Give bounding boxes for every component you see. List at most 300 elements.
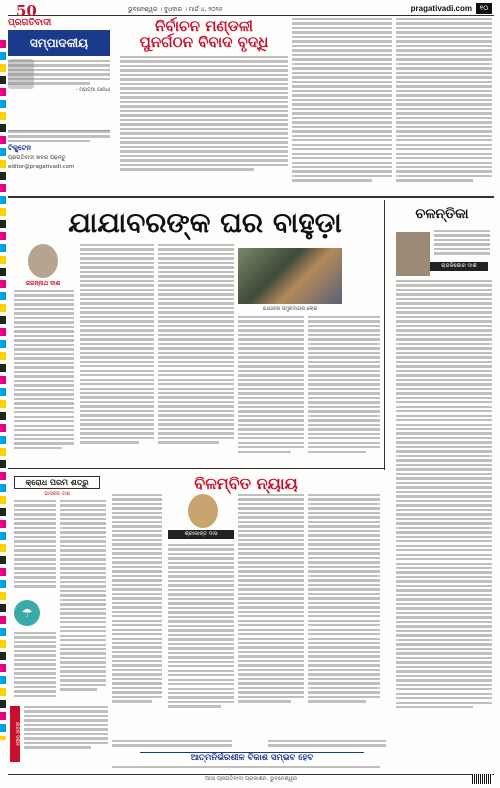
text-line (112, 584, 162, 586)
text-line (308, 646, 380, 648)
text-line (292, 148, 392, 150)
text-line (168, 598, 234, 600)
text-line (396, 580, 492, 582)
text-line (396, 401, 492, 403)
text-line (268, 740, 386, 742)
text-line (308, 410, 380, 412)
text-line (14, 540, 56, 542)
text-line (60, 545, 106, 547)
text-line (292, 63, 392, 65)
text-line (396, 697, 492, 699)
text-line (308, 329, 380, 331)
text-line (14, 402, 74, 404)
text-line (60, 608, 106, 610)
text-line (80, 298, 154, 300)
text-line (238, 388, 304, 390)
text-line (14, 690, 56, 692)
text-line (396, 311, 492, 313)
text-line (238, 338, 304, 340)
text-line (80, 307, 154, 309)
text-line (14, 344, 74, 346)
text-line (168, 665, 234, 667)
editorial-masthead (8, 18, 110, 128)
text-line (24, 706, 108, 708)
text-line (238, 316, 304, 318)
bottom-body-right (268, 740, 386, 749)
text-line (112, 588, 162, 590)
text-line (308, 534, 380, 536)
text-line (396, 302, 492, 304)
text-line (308, 498, 380, 500)
text-line (80, 432, 154, 434)
text-line (308, 687, 380, 689)
text-line (396, 702, 492, 704)
text-line (396, 455, 492, 457)
text-line (14, 290, 74, 292)
text-line (238, 633, 304, 635)
text-line (238, 646, 304, 648)
text-line (238, 356, 304, 358)
dj-body-col1 (112, 494, 162, 705)
text-line (268, 744, 386, 746)
text-line (60, 558, 106, 560)
text-line (292, 157, 392, 159)
text-line (158, 383, 234, 385)
text-line (14, 398, 74, 400)
text-line (396, 450, 492, 452)
text-line (396, 536, 492, 538)
text-line (80, 365, 154, 367)
text-line (238, 503, 304, 505)
text-line (396, 347, 492, 349)
text-line (14, 572, 56, 574)
text-line (396, 670, 492, 672)
text-line (14, 545, 56, 547)
text-line (158, 343, 234, 345)
email-address[interactable]: editor@pragativadi.com (8, 164, 75, 171)
lower-left-body-4 (24, 706, 108, 751)
text-line (292, 144, 392, 146)
text-line (112, 552, 162, 554)
text-line (238, 347, 304, 349)
text-line (158, 334, 234, 336)
text-line (14, 420, 74, 422)
text-line (396, 616, 492, 618)
text-line (158, 388, 234, 390)
text-line (158, 352, 234, 354)
text-line (238, 516, 304, 518)
text-line (292, 67, 392, 69)
text-line (14, 371, 74, 373)
text-line (112, 651, 162, 653)
text-line (396, 392, 492, 394)
text-line (396, 85, 492, 87)
text-line (238, 593, 304, 595)
text-line (112, 669, 162, 671)
text-line (80, 347, 154, 349)
text-line (308, 696, 380, 698)
text-line (434, 234, 490, 236)
text-line (308, 352, 380, 354)
main-body-col2 (158, 244, 234, 446)
text-line (60, 518, 106, 520)
text-line (14, 695, 56, 697)
text-line (396, 334, 492, 336)
bottom-body-2 (112, 766, 380, 770)
text-line (238, 361, 304, 363)
text-line (292, 81, 392, 83)
text-line (292, 175, 392, 177)
text-line (396, 675, 492, 677)
main-photo (238, 248, 342, 304)
footer: ଆସୀ ପ୍ରଗତିବାଦୀ ପ୍ରକାଶନ, ଭୁବନେଶ୍ୱର (8, 774, 494, 784)
text-line (158, 356, 234, 358)
section-divider-2 (8, 468, 384, 469)
text-line (80, 311, 154, 313)
text-line (396, 630, 492, 632)
text-line (158, 374, 234, 376)
lower-left-body-3 (14, 632, 56, 699)
text-line (112, 557, 162, 559)
text-line (292, 179, 372, 181)
text-line (8, 60, 110, 62)
quote-attribution: - ମହାତ୍ମା ଗାନ୍ଧୀ (75, 86, 110, 93)
text-line (396, 320, 492, 322)
text-line (308, 406, 380, 408)
editorial-headline (120, 18, 288, 50)
text-line (14, 527, 56, 529)
text-line (60, 630, 106, 632)
text-line (14, 339, 74, 341)
text-line (158, 298, 234, 300)
text-line (60, 585, 106, 587)
text-line (112, 566, 162, 568)
text-line (238, 620, 304, 622)
text-line (308, 424, 380, 426)
text-line (14, 303, 74, 305)
text-line (120, 83, 288, 85)
text-line (396, 603, 492, 605)
text-line (396, 527, 492, 529)
text-line (112, 744, 232, 746)
dj-body-col2 (168, 544, 234, 710)
site-link[interactable]: pragativadi.com (410, 4, 472, 13)
text-line (238, 507, 304, 509)
text-line (60, 688, 97, 690)
text-line (80, 329, 154, 331)
text-line (112, 494, 162, 496)
text-line (120, 128, 288, 130)
text-line (168, 629, 234, 631)
chalantika-intro (434, 230, 490, 257)
text-line (396, 148, 492, 150)
text-line (60, 567, 106, 569)
avatar (28, 244, 58, 278)
text-line (292, 162, 392, 164)
text-line (308, 338, 380, 340)
text-line (396, 540, 492, 542)
text-line (60, 513, 106, 515)
text-line (396, 112, 492, 114)
text-line (168, 679, 234, 681)
text-line (168, 688, 234, 690)
text-line (238, 691, 304, 693)
text-line (24, 746, 91, 748)
text-line (308, 347, 380, 349)
text-line (434, 243, 490, 245)
text-line (238, 446, 304, 448)
text-line (238, 320, 304, 322)
text-line (168, 566, 234, 568)
text-line (308, 325, 380, 327)
text-line (292, 135, 392, 137)
text-line (238, 588, 304, 590)
text-line (112, 593, 162, 595)
text-line (120, 105, 288, 107)
barcode (472, 774, 492, 784)
text-line (396, 410, 492, 412)
text-line (308, 361, 380, 363)
text-line (14, 668, 56, 670)
text-line (396, 293, 492, 295)
text-line (158, 307, 234, 309)
text-line (60, 509, 106, 511)
text-line (308, 552, 380, 554)
text-line (238, 642, 304, 644)
text-line (112, 602, 162, 604)
text-line (238, 352, 304, 354)
text-line (396, 643, 492, 645)
text-line (14, 518, 56, 520)
text-line (238, 629, 304, 631)
text-line (308, 446, 380, 448)
text-line (80, 374, 154, 376)
chalantika-headline: ଚଳନ୍ତିକା (415, 206, 469, 222)
editorial-body (120, 56, 288, 173)
text-line (112, 606, 162, 608)
text-line (120, 69, 288, 71)
text-line (396, 72, 492, 74)
text-line (168, 674, 234, 676)
text-line (292, 166, 392, 168)
text-line (158, 266, 234, 268)
text-line (120, 114, 288, 116)
text-line (396, 679, 492, 681)
text-line (80, 388, 154, 390)
text-line (308, 374, 380, 376)
text-line (112, 660, 162, 662)
text-line (396, 139, 492, 141)
text-line (14, 581, 56, 583)
text-line (308, 620, 380, 622)
text-line (396, 406, 492, 408)
text-line (14, 416, 74, 418)
text-line (308, 673, 380, 675)
text-line (120, 164, 288, 166)
text-line (80, 405, 154, 407)
text-line (396, 365, 492, 367)
text-line (80, 392, 154, 394)
text-line (396, 175, 492, 177)
text-line (158, 428, 234, 430)
text-line (112, 646, 162, 648)
text-line (292, 108, 392, 110)
text-line (396, 598, 492, 600)
text-line (308, 343, 380, 345)
text-line (292, 49, 392, 51)
text-line (308, 682, 380, 684)
text-line (14, 641, 56, 643)
text-line (238, 530, 304, 532)
text-line (80, 428, 154, 430)
text-line (238, 383, 304, 385)
registration-marks (0, 40, 6, 740)
text-line (238, 365, 304, 367)
text-line (112, 682, 162, 684)
text-line (168, 589, 234, 591)
text-line (168, 625, 234, 627)
text-line (292, 121, 392, 123)
text-line (168, 557, 234, 559)
text-line (60, 549, 106, 551)
text-line (292, 45, 392, 47)
text-line (60, 594, 106, 596)
text-line (396, 45, 492, 47)
text-line (112, 687, 162, 689)
text-line (396, 612, 492, 614)
text-line (292, 103, 392, 105)
main-body-col4 (308, 316, 380, 455)
text-line (112, 678, 162, 680)
text-line (308, 655, 380, 657)
text-line (158, 405, 234, 407)
main-author (12, 244, 74, 288)
text-line (396, 625, 492, 627)
text-line (238, 397, 304, 399)
text-line (168, 634, 234, 636)
text-line (158, 271, 234, 273)
text-line (14, 500, 56, 502)
text-line (396, 144, 492, 146)
text-line (238, 678, 304, 680)
text-line (14, 357, 74, 359)
text-line (396, 666, 492, 668)
text-line (112, 548, 162, 550)
text-line (112, 700, 152, 702)
text-line (14, 380, 74, 382)
text-line (396, 49, 492, 51)
text-line (396, 446, 492, 448)
text-line (112, 534, 162, 536)
text-line (14, 294, 74, 296)
subscription-label: ଟିକ୍ସ୍ଟେନ (8, 144, 32, 153)
dj-body-col4 (308, 494, 380, 705)
text-line (396, 495, 492, 497)
text-line (308, 561, 380, 563)
text-line (396, 607, 492, 609)
text-line (8, 69, 110, 71)
main-headline: ଯାଯାବରଙ୍କ ଘର ବାହୁଡ଼ା (68, 206, 342, 239)
text-line (168, 607, 234, 609)
text-line (396, 289, 492, 291)
text-line (80, 275, 154, 277)
text-line (396, 325, 492, 327)
text-line (396, 482, 492, 484)
text-line (8, 64, 110, 66)
text-line (120, 87, 288, 89)
text-line (292, 130, 392, 132)
text-line (60, 635, 106, 637)
text-line (14, 375, 74, 377)
text-line (238, 655, 304, 657)
text-line (112, 543, 162, 545)
text-line (308, 516, 380, 518)
text-line (308, 356, 380, 358)
text-line (14, 509, 56, 511)
text-line (120, 132, 288, 134)
text-line (308, 530, 380, 532)
text-line (168, 580, 234, 582)
text-line (8, 73, 110, 75)
section-title: ସମ୍ପାଦକୀୟ (8, 30, 110, 56)
text-line (308, 611, 380, 613)
text-line (292, 40, 392, 42)
text-line (292, 54, 392, 56)
text-line (60, 652, 106, 654)
vertical-label: ଜୀବନ ଦର୍ଶନ (10, 706, 20, 762)
text-line (168, 696, 234, 698)
text-line (60, 576, 106, 578)
text-line (14, 536, 56, 538)
text-line (80, 414, 154, 416)
text-line (292, 170, 392, 172)
text-line (308, 428, 380, 430)
text-line (308, 392, 380, 394)
text-line (238, 700, 291, 702)
text-line (158, 280, 234, 282)
text-line (238, 566, 304, 568)
text-line (396, 343, 492, 345)
text-line (112, 539, 162, 541)
text-line (14, 531, 56, 533)
text-line (238, 638, 304, 640)
text-line (238, 428, 304, 430)
text-line (14, 411, 74, 413)
text-line (238, 561, 304, 563)
text-line (112, 570, 162, 572)
text-line (24, 710, 108, 712)
text-line (308, 624, 380, 626)
text-line (238, 424, 304, 426)
text-line (396, 370, 492, 372)
text-line (158, 325, 234, 327)
text-line (60, 621, 106, 623)
text-line (396, 522, 492, 524)
text-line (238, 669, 304, 671)
date-line: ଭୁବନେଶ୍ୱର । ବୁଧବାର । ମାର୍ଚ୍ଚ ୪, ୨୦୨୬ (128, 6, 223, 13)
editorial-body-col2 (292, 18, 392, 184)
text-line (396, 338, 492, 340)
text-line (14, 554, 56, 556)
text-line (292, 139, 392, 141)
text-line (24, 724, 108, 726)
text-line (168, 544, 234, 546)
text-line (60, 554, 106, 556)
text-line (396, 316, 492, 318)
text-line (308, 320, 380, 322)
text-line (396, 379, 492, 381)
text-line (396, 280, 492, 282)
